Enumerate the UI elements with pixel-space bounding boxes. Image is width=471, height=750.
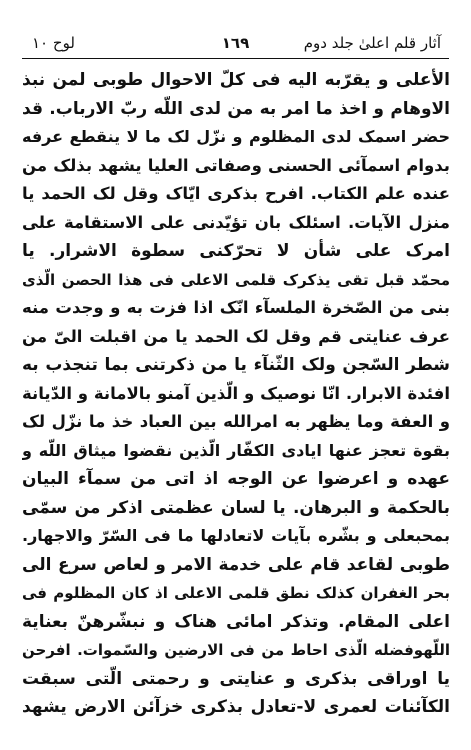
text-line: الاوهام و اخذ ما امر به من لدی اللّه ربّ الارباب. قد [22,98,450,119]
text-line: بدوام اسمآئی الحسنی وصفاتی العلیا یشهد بذلک من [22,155,450,175]
text-line: و العفة وما یظهر به امرالله بین العباد خذ ما نزّل لک [22,412,450,431]
text-line: الکآئنات لعمری لا-تعادل بذکری خزآئن الارض یشهد [22,697,450,717]
text-line: اعلی المقام. وتذکر امائی هناک و نبشّرهنّ بعنایة [22,611,450,632]
page-header [26,32,445,54]
text-line: بقوة تعجز عنها ایادی الکفّار الّذین نقضوا میثاق اللّه و [22,440,450,460]
text-line: یا اوراقی بذکری و عنایتی و رحمتی الّتی سبقت [22,668,450,689]
text-line: بالحکمة و البرهان. یا لسان عظمتی اذکر من سمّی [22,497,450,518]
text-line: امرک علی شأن لا تحرّکنی سطوة الاشرار. یا [22,241,450,261]
text-line: طوبی لقاعد قام علی خدمة الامر و لعاص سرع الی [22,554,450,575]
page-number: ١٦٩ [221,34,250,52]
text-line: عهده و اعرضوا عن الوجه اذ اتی من سمآء البیان [22,469,450,489]
text-line: بنی من الصّخرة الملسآء انّک اذا فزت به و وجدت منه [22,298,450,317]
book-title: آثار قلم اعلیٰ جلد دوم [303,34,441,52]
text-line: بحر الغفران کذلک نطق قلمی الاعلی اذ کان المظلوم فی [22,584,450,602]
tablet-label: لوح ١٠ [32,34,75,52]
text-line: بمحبعلی و بشّره بآیات لاتعادلها ما فی السّرّ والاجهار. [22,526,450,545]
body-text [22,66,450,722]
text-line: عرف عنایتی قم وقل لک الحمد یا من اقبلت الیّ من [22,326,450,346]
text-line: حضر اسمک لدی المظلوم و نزّل لک ما لا ینقطع عرفه [22,127,450,146]
text-line: محمّد قبل تقی یذکرک قلمی الاعلی فی هذا الحصن الّذی [22,270,450,289]
text-line: الأعلی و یقرّبه الیه فی کلّ الاحوال طوبی لمن نبذ [22,70,450,90]
text-line: شطر السّجن ولک الثّنآء یا من ذکرتنی بما تنجذب به [22,355,450,375]
text-line: اللّهوفضله الّذی احاط من فی الارضین والسّموات. افرحن [22,641,450,659]
header-rule [22,58,449,59]
text-line: افئدة الابرار. انّا نوصیک و الّذین آمنو بالامانة و الدّیانة [22,383,450,403]
text-line: منزل الآیات. اسئلک بان تؤیّدنی علی الاستقامة علی [22,212,450,232]
text-line: عنده علم الکتاب. افرح بذکری ایّاک وقل لک الحمد یا [22,184,450,203]
